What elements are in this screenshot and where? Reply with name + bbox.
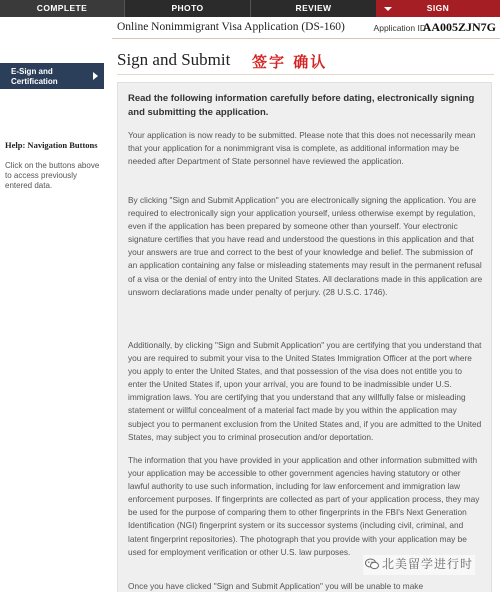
tab-photo[interactable]: PHOTO [124, 0, 250, 17]
tab-review[interactable]: REVIEW [250, 0, 376, 17]
sidebar-item-label: E-Sign and Certification [11, 67, 58, 86]
instructions-panel [117, 82, 492, 592]
help-text: Click on the buttons above to access previously entered data. [5, 161, 100, 190]
page-title: Sign and Submit [117, 50, 231, 69]
watermark-text: 北美留学进行时 [382, 557, 474, 571]
application-id-label: Application ID [373, 23, 426, 33]
form-title: Online Nonimmigrant Visa Application (DS-160) [117, 21, 345, 33]
application-id: AA005ZJN7G [422, 20, 496, 34]
sidebar-item-esign[interactable] [0, 63, 104, 89]
divider [117, 74, 494, 75]
tab-sign-label: SIGN [426, 3, 450, 13]
current-step-arrow-icon [384, 7, 392, 11]
paragraph-readiness: Your application is now ready to be submitted. Please note that this does not necessarily mean that your application for a nonimmigrant visa is complete, as additional information may be needed after Department of State personnel have reviewed the application. [128, 130, 476, 167]
paragraph-final: Once you have clicked "Sign and Submit Application" you will be unable to make [128, 581, 424, 591]
paragraph-privacy: The information that you have provided in your application and other information submitted with your application may be accessible to other government agencies having statutory or other lawful authority to use such information, including for law enforcement and immigration law enforcement purposes. If fingerprints are collected as part of your application process, they may be used for the purpose of comparing them to other fingerprints in the FBI's Next Generation Identification (NGI) fingerprint system or its successor systems (including civil, criminal, and latent fingerprint repositories). The photograph that you provide with your application may be used for employment verification or other U.S. law purposes. [128, 455, 480, 557]
paragraph-esign: By clicking "Sign and Submit Application" you are electronically signing the application. You are required to electronically sign your application yourself, unless otherwise exempt by regulation, even if the application has been prepared by someone other than yourself. Your electronic signature certifies that you have read and understood the questions in this application and that your answers are true and correct to the best of your knowledge and belief. The submission of an application containing any false or misleading statements may result in the permanent refusal of a visa or the denial of entry into the United States. All declarations made in this application are unsworn declarations made under penalty of perjury. (28 U.S.C. 1746). [128, 195, 483, 297]
sidebar [0, 38, 112, 591]
watermark [363, 555, 475, 575]
instructions-lead: Read the following information carefully before dating, electronically signing and submitting the application. [128, 93, 475, 118]
paragraph-certification: Additionally, by clicking "Sign and Submit Application" you are certifying that you understand that you are required to submit your visa to the United States Immigration Officer at the port where you apply to enter the United States, and that possession of the visa does not entitle you to enter the United States if, upon your arrival, you are found to be inadmissible under U.S. immigration laws. You are certifying that you understand that any willfully false or misleading statement or willful concealment of a material fact made by you within the application may subject you to permanent exclusion from the United States and, if you are admitted to the United States, may subject you to criminal prosecution and/or deportation. [128, 340, 482, 442]
form-header [112, 17, 500, 39]
annotation-text: 签字 确认 [252, 53, 328, 71]
wechat-icon [365, 558, 379, 570]
help-title: Help: Navigation Buttons [5, 140, 98, 150]
chevron-right-icon [93, 72, 98, 80]
tab-sign[interactable] [376, 0, 500, 17]
tab-complete[interactable]: COMPLETE [0, 0, 124, 17]
progress-nav [0, 0, 500, 17]
